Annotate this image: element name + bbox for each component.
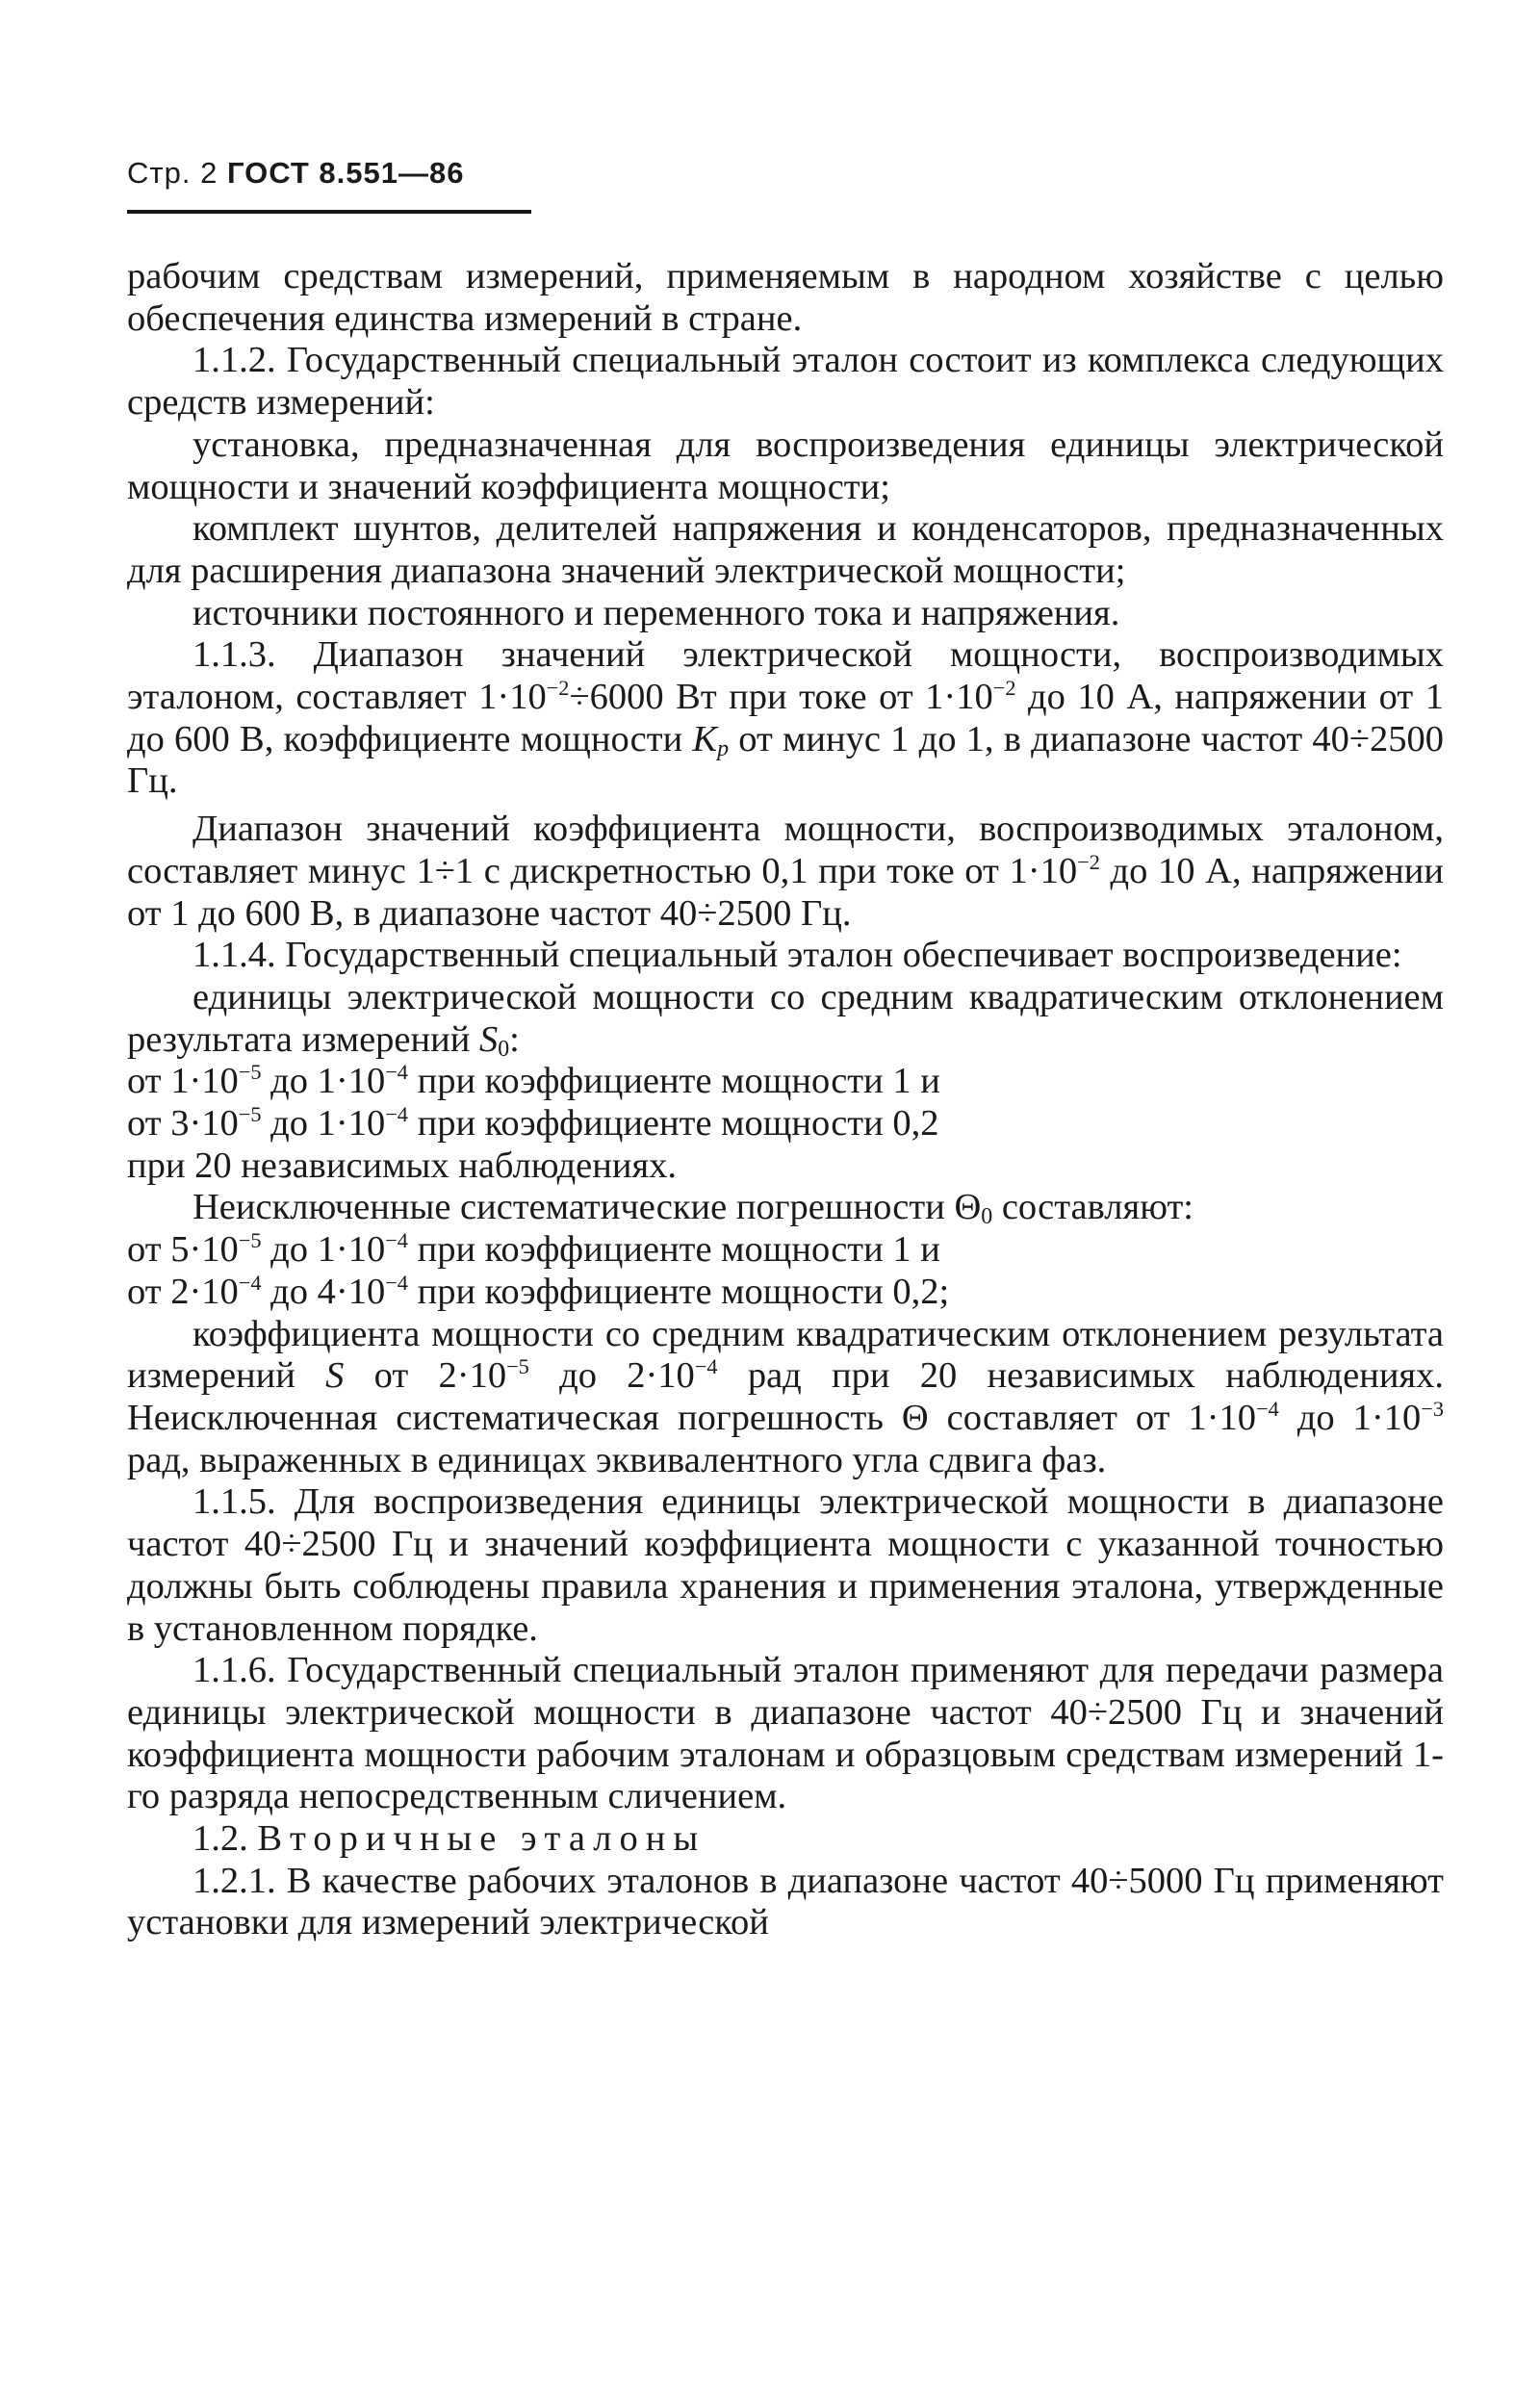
document-page <box>127 154 1444 1944</box>
paragraph: 1.1.5. Для воспроизведения единицы электрической мощности в диапазоне частот 40÷2500 Гц и значений коэффициента мощности с указанной точностью должны быть соблюдены правила хранения и применения эталона, утвержденные в установленном порядке. <box>127 1481 1444 1649</box>
paragraph: единицы электрической мощности со средним квадратическим отклонением результата измерений $S_0$: от $1\cdot 10^{-5}$ до $1\cdot 10^{-4}$ при коэффициенте мощности 1 и от $3\cdot 10^{-5}$ до $1\cdot 10^{-4}$ при коэффициенте мощности 0,2 при 20 независимых наблюдениях. <box>127 976 1444 1186</box>
header-rule <box>127 210 531 214</box>
paragraph: рабочим средствам измерений, применяемым в народном хозяйстве с целью обеспечения единства измерений в стране. <box>127 256 1444 339</box>
document-body <box>127 256 1444 1944</box>
paragraph: 1.2.1. В качестве рабочих эталонов в диапазоне частот 40÷5000 Гц применяют установки для измерений электрической <box>127 1860 1444 1943</box>
page-number: 2 <box>200 156 218 190</box>
paragraph: установка, предназначенная для воспроизведения единицы электрической мощности и значений коэффициента мощности; <box>127 424 1444 507</box>
paragraph: Диапазон значений коэффициента мощности, воспроизводимых эталоном, составляет минус 1÷1 с дискретностью 0,1 при токе от $1\cdot 10^{-2}$ до 10 А, напряжении от 1 до 600 В, в диапазоне частот 40÷2500 Гц. <box>127 809 1444 934</box>
paragraph: комплект шунтов, делителей напряжения и конденсаторов, предназначенных для расширения диапазона значений электрической мощности; <box>127 508 1444 591</box>
paragraph: 1.1.6. Государственный специальный эталон применяют для передачи размера единицы электрической мощности в диапазоне частот 40÷2500 Гц и значений коэффициента мощности рабочим эталонам и образцовым средствам измерений 1-го разряда непосредственным сличением. <box>127 1650 1444 1817</box>
paragraph: 1.1.4. Государственный специальный эталон обеспечивает воспроизведение: <box>192 935 1402 976</box>
standard-id: ГОСТ 8.551—86 <box>226 156 465 190</box>
paragraph: 1.1.3. Диапазон значений электрической мощности, воспроизводимых эталоном, составляет $1\cdot 10^{-2}\div 6000$ Вт при токе от $1\cdot 10^{-2}$ до 10 А, напряжении от 1 до 600 В, коэффициенте мощности $K_p$ от минус 1 до 1, в диапазоне частот 40÷2500 Гц. <box>127 634 1444 802</box>
page-prefix: Стр. <box>127 156 192 190</box>
page-header <box>127 154 1444 193</box>
section-heading: 1.2. Вторичные эталоны <box>192 1818 706 1860</box>
paragraph: Неисключенные систематические погрешности $\Theta_0$ составляют: от $5\cdot 10^{-5}$ до $1\cdot 10^{-4}$ при коэффициенте мощности 1 и от $2\cdot 10^{-4}$ до $4\cdot 10^{-4}$ при коэффициенте мощности 0,2; <box>127 1187 1194 1312</box>
paragraph: источники постоянного и переменного тока и напряжения. <box>192 592 1120 633</box>
paragraph: 1.1.2. Государственный специальный эталон состоит из комплекса следующих средств измерений: <box>127 340 1444 424</box>
paragraph: коэффициента мощности со средним квадратическим отклонением результата измерений S от $2\cdot 10^{-5}$ до $2\cdot 10^{-4}$ рад при 20 независимых наблюдениях. Неисключенная систематическая погрешность Θ составляет от $1\cdot 10^{-4}$ до $1\cdot 10^{-3}$ рад, выраженных в единицах эквивалентного угла сдвига фаз. <box>127 1313 1445 1480</box>
